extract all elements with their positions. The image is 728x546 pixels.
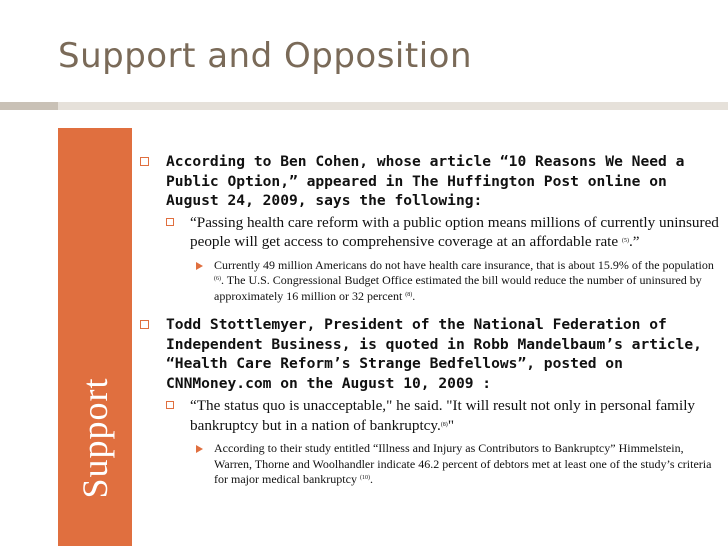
quote-text: “Passing health care reform with a public option means millions of currently uninsured people will get access to comprehensive coverage at an affordable rate [190,213,719,250]
detail-bullet-bankruptcy [138,441,724,488]
square-bullet-icon [166,401,174,409]
quote-tail: .” [628,233,640,250]
slide-title: Support and Opposition [58,36,473,76]
detail-tail: . [369,472,373,486]
detail-text-b: . The U.S. Congressional Budget Office estimated the bill would reduce the number of uninsured by approximately 16 million or 32 percent [214,273,702,303]
detail-text-a: Currently 49 million Americans do not have health care insurance, that is about 15.9% of the population [214,257,714,272]
triangle-bullet-icon [196,445,203,453]
footnote-ref: (10) [359,475,370,481]
sub-bullet-text [190,213,724,252]
footnote-ref: (8) [440,421,448,428]
detail-text-a: According to their study entitled “Illness and Injury as Contributors to Bankruptcy” Himmelstein, Warren, Thorne and Woolhandler indicate 46.2 percent of debtors met at least one of the study’s criteria for major medical bankruptcy [214,441,712,486]
slide-content [138,152,724,488]
sub-bullet-text [190,396,724,435]
bullet-cohen [138,152,724,211]
footnote-ref: (8) [405,291,413,298]
bullet-stottlemyer [138,315,724,393]
detail-text [214,258,724,305]
square-bullet-icon [166,218,174,226]
sub-bullet-stottlemyer-quote [138,396,724,435]
bullet-text: According to Ben Cohen, whose article “10 Reasons We Need a Public Option,” appeared in The Huffington Post online on August 24, 2009, says the following: [166,153,685,209]
title-rule-highlight [58,102,728,110]
sub-bullet-cohen-quote [138,213,724,252]
quote-text: “The status quo is unacceptable," he said. "It will result not only in personal family bankruptcy but in a nation of bankruptcy. [190,397,696,434]
triangle-bullet-icon [196,262,203,270]
square-bullet-icon [140,157,149,166]
detail-bullet-uninsured [138,258,724,305]
footnote-ref: (6) [214,276,221,282]
square-bullet-icon [140,320,149,329]
quote-tail: " [447,416,455,434]
detail-tail: . [412,288,416,303]
side-tab [58,128,132,546]
side-label: Support [75,377,115,499]
bullet-text: Todd Stottlemyer, President of the National Federation of Independent Business, is quoted in Robb Mandelbaum’s article, “Health Care Reform’s Strange Bedfellows”, posted on CNNMoney.com on the August 10, 2009 : [166,316,702,392]
detail-text [214,441,724,488]
footnote-ref: (5) [621,238,629,244]
